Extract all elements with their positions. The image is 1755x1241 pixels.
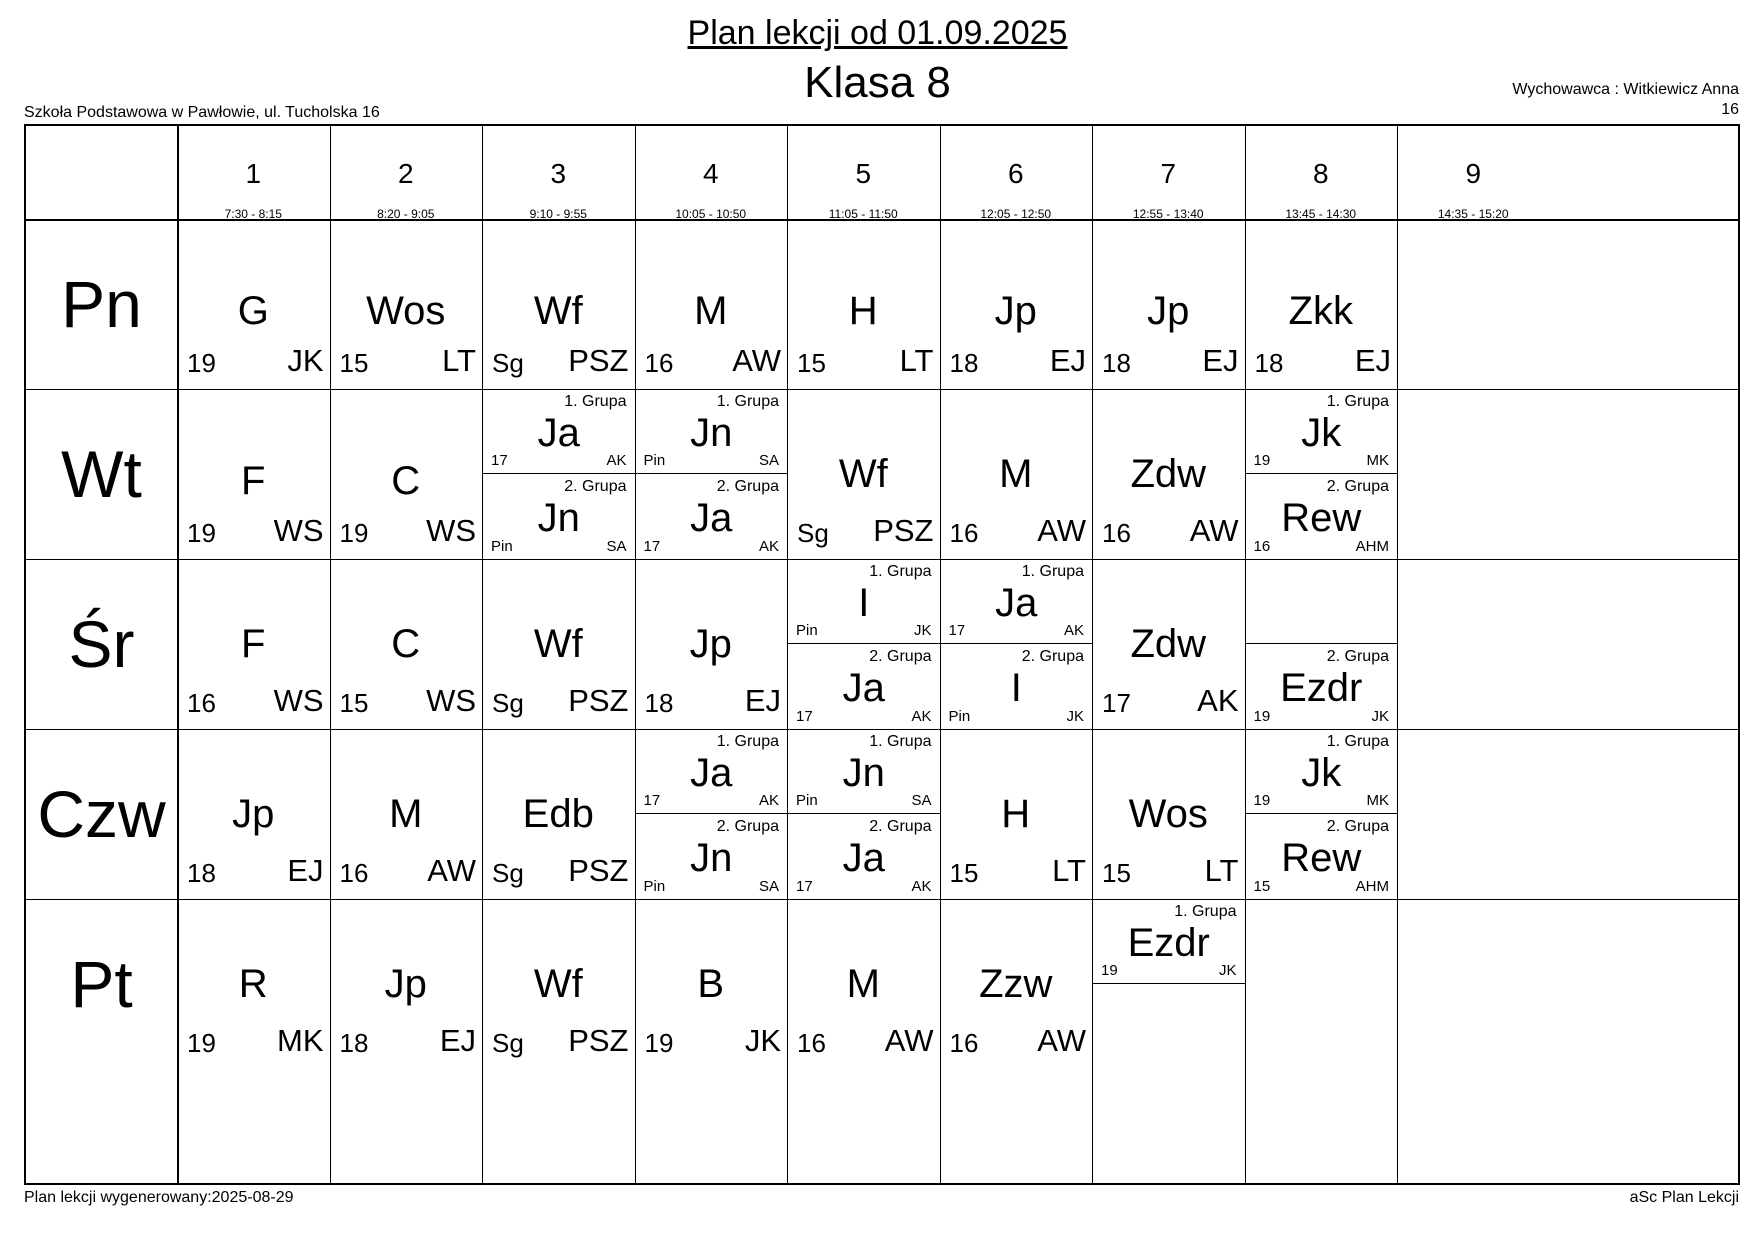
lesson-teacher: PSZ [568, 853, 629, 888]
lesson-room: Sg [797, 518, 829, 548]
group-lesson-cell [788, 814, 940, 899]
group-lesson-cell [1246, 814, 1398, 899]
group-label: 1. Grupa [1021, 563, 1084, 580]
lesson-subject: Jn [690, 836, 733, 880]
lesson-room: Pin [796, 792, 818, 809]
lesson-teacher: AW [1037, 513, 1086, 548]
lesson-subject: Wf [533, 289, 583, 333]
period-number: 3 [550, 158, 567, 189]
lesson-subject: Jn [690, 411, 733, 455]
lesson-room: 18 [949, 348, 979, 378]
group-lesson-cell [1246, 729, 1398, 814]
lesson-room: 17 [491, 452, 508, 469]
period-header [1092, 122, 1245, 228]
lesson-room: 17 [796, 878, 813, 895]
timetable-grid [24, 124, 1740, 1185]
lesson-teacher: PSZ [568, 1023, 629, 1058]
period-number: 7 [1160, 158, 1177, 189]
lesson-cell [787, 219, 940, 389]
lesson-subject: Jn [842, 751, 885, 795]
group-label: 1. Grupa [1174, 903, 1237, 920]
lesson-teacher: JK [1371, 708, 1389, 725]
lesson-teacher: AHM [1355, 878, 1389, 895]
group-lesson-cell [636, 474, 788, 559]
period-number: 4 [702, 158, 719, 189]
lesson-subject: M [389, 791, 423, 836]
group-lesson-cell [483, 474, 635, 559]
lesson-room: Sg [492, 688, 524, 718]
period-time: 8:20 - 9:05 [377, 207, 435, 221]
day-label: Śr [68, 607, 135, 681]
period-header [635, 122, 788, 228]
lesson-teacher: AK [758, 792, 779, 809]
group-lesson-cell [636, 729, 788, 814]
lesson-room: 15 [1102, 858, 1131, 888]
period-number: 1 [245, 158, 262, 189]
day-label: Wt [61, 437, 142, 511]
lesson-teacher: WS [273, 513, 324, 548]
lesson-teacher: AK [758, 538, 779, 555]
lesson-subject: Rew [1281, 836, 1362, 880]
lesson-teacher: EJ [1354, 343, 1391, 378]
lesson-subject: Ezdr [1127, 921, 1210, 965]
lesson-cell [1092, 559, 1245, 729]
lesson-room: 17 [796, 708, 813, 725]
lesson-teacher: JK [744, 1023, 781, 1058]
lesson-cell [482, 559, 635, 729]
lesson-subject: Zkk [1288, 289, 1353, 333]
lesson-room: 18 [1254, 348, 1284, 378]
period-header [1245, 122, 1398, 228]
generated-date: Plan lekcji wygenerowany:2025-08-29 [24, 1189, 294, 1206]
lesson-subject: M [694, 289, 728, 333]
lesson-cell [940, 899, 1093, 1069]
lesson-teacher: AK [1063, 622, 1084, 639]
lesson-subject: Jp [384, 961, 427, 1006]
lesson-cell [940, 219, 1093, 389]
period-time: 10:05 - 10:50 [675, 207, 747, 221]
period-number: 8 [1312, 158, 1329, 189]
lesson-room: 15 [339, 688, 369, 718]
group-lesson-cell [941, 559, 1093, 644]
group-lesson-cell [483, 389, 635, 474]
lesson-teacher: PSZ [873, 513, 934, 548]
lesson-cell [1092, 729, 1245, 899]
lesson-cell [1092, 389, 1245, 559]
group-label: 2. Grupa [716, 478, 779, 495]
lesson-room: 19 [1253, 452, 1271, 469]
lesson-room: Pin [796, 622, 818, 639]
lesson-room: 15 [339, 348, 369, 378]
group-label: 2. Grupa [1326, 648, 1389, 665]
lesson-room: 17 [643, 538, 661, 555]
period-number: 6 [1007, 158, 1024, 189]
lesson-cell [482, 729, 635, 899]
lesson-subject: Ja [537, 411, 580, 455]
lesson-teacher: MK [277, 1023, 324, 1058]
lesson-teacher: WS [426, 513, 476, 548]
lesson-subject: Ja [995, 581, 1038, 625]
period-header [330, 122, 483, 228]
lesson-room: 17 [1102, 688, 1131, 718]
lesson-room: 16 [644, 348, 674, 378]
lesson-cell [482, 899, 635, 1069]
group-label: 2. Grupa [1326, 478, 1389, 495]
lesson-room: 16 [949, 1028, 979, 1058]
period-time: 12:05 - 12:50 [980, 207, 1052, 221]
lesson-subject: F [241, 621, 266, 666]
group-label: 2. Grupa [1021, 648, 1084, 665]
lesson-teacher: LT [1204, 853, 1239, 888]
lesson-cell [330, 559, 483, 729]
lesson-cell [1245, 219, 1398, 389]
period-time: 11:05 - 11:50 [828, 207, 898, 221]
lesson-subject: C [391, 459, 421, 503]
period-header [482, 122, 635, 228]
lesson-teacher: AW [1037, 1023, 1086, 1058]
tutor-room: 16 [1721, 101, 1739, 118]
lesson-subject: C [391, 621, 421, 666]
lesson-cell [177, 729, 330, 899]
lesson-teacher: AW [1189, 513, 1239, 548]
period-header [177, 122, 330, 228]
lesson-subject: Jk [1301, 411, 1342, 455]
lesson-teacher: JK [1066, 708, 1084, 725]
lesson-subject: Ezdr [1280, 666, 1363, 710]
lesson-cell [177, 219, 330, 389]
lesson-subject: Zzw [979, 961, 1053, 1006]
period-time: 13:45 - 14:30 [1285, 207, 1357, 221]
lesson-teacher: SA [911, 792, 932, 809]
lesson-subject: Wf [533, 621, 583, 666]
lesson-subject: Wos [1128, 791, 1208, 836]
lesson-subject: Zdw [1130, 451, 1207, 496]
group-label: 1. Grupa [716, 393, 779, 410]
lesson-subject: G [237, 289, 269, 333]
lesson-cell [330, 899, 483, 1069]
group-label: 1. Grupa [1326, 733, 1389, 750]
group-lesson-cell [1246, 644, 1398, 729]
lesson-teacher: PSZ [568, 683, 629, 718]
lesson-subject: Wos [366, 289, 446, 333]
lesson-subject: R [238, 961, 268, 1006]
group-lesson-cell [636, 814, 788, 899]
lesson-subject: H [848, 289, 878, 333]
lesson-teacher: AK [911, 878, 932, 895]
group-lesson-cell [1246, 389, 1398, 474]
lesson-room: Sg [492, 1028, 524, 1058]
lesson-subject: I [1010, 666, 1022, 710]
lesson-cell [330, 389, 483, 559]
period-time: 14:35 - 15:20 [1437, 207, 1509, 221]
lesson-cell [635, 219, 788, 389]
lesson-cell [787, 899, 940, 1069]
lesson-subject: Wf [533, 961, 583, 1006]
group-label: 1. Grupa [564, 393, 627, 410]
lesson-room: Pin [643, 878, 666, 895]
period-header [1397, 122, 1550, 228]
lesson-room: Pin [948, 708, 971, 725]
tutor-name: Wychowawca : Witkiewicz Anna [1512, 81, 1739, 98]
lesson-subject: Jk [1301, 751, 1342, 795]
period-header [940, 122, 1093, 228]
lesson-cell [1092, 219, 1245, 389]
lesson-subject: Ja [690, 751, 733, 795]
lesson-cell [482, 219, 635, 389]
group-label: 1. Grupa [716, 733, 779, 750]
lesson-teacher: SA [606, 538, 627, 555]
period-time: 12:55 - 13:40 [1132, 207, 1204, 221]
lesson-subject: Rew [1281, 496, 1362, 540]
lesson-room: 19 [644, 1028, 674, 1058]
lesson-room: 19 [339, 518, 369, 548]
group-label: 2. Grupa [716, 818, 779, 835]
lesson-subject: Jp [1147, 289, 1190, 333]
lesson-teacher: AK [1197, 683, 1239, 718]
lesson-room: 16 [1253, 538, 1271, 555]
lesson-cell [177, 899, 330, 1069]
group-label: 2. Grupa [869, 648, 932, 665]
lesson-subject: Wf [838, 451, 888, 496]
lesson-subject: Ja [842, 836, 885, 880]
lesson-teacher: JK [913, 622, 932, 639]
day-label: Czw [37, 777, 166, 851]
lesson-room: 18 [1102, 348, 1131, 378]
lesson-room: 17 [948, 622, 966, 639]
lesson-cell [787, 389, 940, 559]
period-number: 2 [397, 158, 414, 189]
lesson-room: 15 [949, 858, 979, 888]
lesson-room: 16 [339, 858, 369, 888]
lesson-subject: H [1001, 791, 1031, 836]
lesson-teacher: LT [442, 343, 476, 378]
lesson-room: 19 [1101, 962, 1118, 979]
lesson-teacher: SA [758, 878, 779, 895]
group-lesson-cell [788, 559, 940, 644]
lesson-subject: Jn [537, 496, 580, 540]
lesson-room: 15 [1253, 878, 1271, 895]
lesson-teacher: AK [606, 452, 627, 469]
lesson-room: 18 [644, 688, 674, 718]
lesson-teacher: AHM [1355, 538, 1389, 555]
group-lesson-cell [1246, 474, 1398, 559]
lesson-subject: I [858, 581, 870, 625]
group-label: 2. Grupa [564, 478, 627, 495]
period-time: 9:10 - 9:55 [529, 207, 587, 221]
school-name: Szkoła Podstawowa w Pawłowie, ul. Tucholska 16 [24, 104, 380, 121]
lesson-subject: F [241, 459, 266, 503]
group-lesson-cell [1093, 984, 1245, 1069]
period-number: 9 [1465, 158, 1482, 189]
lesson-room: 16 [797, 1028, 826, 1058]
lesson-subject: Jp [689, 621, 732, 666]
group-label: 1. Grupa [1326, 393, 1389, 410]
group-lesson-cell [788, 729, 940, 814]
lesson-teacher: SA [758, 452, 779, 469]
lesson-teacher: AW [884, 1023, 934, 1058]
lesson-room: Sg [492, 348, 524, 378]
lesson-cell [177, 559, 330, 729]
period-time: 7:30 - 8:15 [224, 207, 282, 221]
lesson-cell [635, 899, 788, 1069]
lesson-room: 19 [187, 1028, 216, 1058]
lesson-room: 19 [187, 348, 216, 378]
lesson-room: 19 [1253, 708, 1271, 725]
period-header [787, 122, 940, 228]
lesson-room: 15 [797, 348, 826, 378]
lesson-subject: Edb [522, 791, 594, 836]
lesson-teacher: EJ [439, 1023, 476, 1058]
group-lesson-cell [788, 644, 940, 729]
group-lesson-cell [636, 389, 788, 474]
lesson-teacher: AW [732, 343, 781, 378]
lesson-cell [177, 389, 330, 559]
lesson-teacher: JK [287, 343, 324, 378]
lesson-subject: M [846, 961, 880, 1006]
lesson-teacher: MK [1366, 452, 1389, 469]
lesson-teacher: AK [911, 708, 932, 725]
column-divider [1397, 126, 1398, 1183]
lesson-teacher: LT [1052, 853, 1086, 888]
lesson-room: Sg [492, 858, 524, 888]
lesson-subject: Ja [842, 666, 885, 710]
lesson-room: 19 [187, 518, 216, 548]
group-lesson-cell [1093, 899, 1245, 984]
lesson-teacher: PSZ [568, 343, 629, 378]
page-title: Plan lekcji od 01.09.2025 [687, 14, 1068, 52]
lesson-teacher: EJ [1202, 343, 1239, 378]
lesson-subject: Jp [232, 791, 275, 836]
group-label: 2. Grupa [1326, 818, 1389, 835]
lesson-room: 19 [1253, 792, 1271, 809]
period-number: 5 [855, 158, 872, 189]
lesson-room: 16 [1102, 518, 1131, 548]
lesson-teacher: MK [1366, 792, 1389, 809]
lesson-subject: Ja [690, 496, 733, 540]
app-name: aSc Plan Lekcji [1629, 1189, 1739, 1206]
lesson-teacher: EJ [744, 683, 781, 718]
lesson-teacher: WS [426, 683, 476, 718]
lesson-teacher: AW [427, 853, 476, 888]
class-name: Klasa 8 [804, 58, 951, 107]
lesson-room: 17 [643, 792, 661, 809]
group-lesson-cell [1246, 559, 1398, 644]
lesson-teacher: EJ [1049, 343, 1086, 378]
day-label: Pn [61, 267, 142, 341]
group-label: 1. Grupa [869, 563, 932, 580]
lesson-subject: Jp [994, 289, 1037, 333]
group-lesson-cell [941, 644, 1093, 729]
lesson-room: Pin [643, 452, 666, 469]
lesson-teacher: JK [1218, 962, 1237, 979]
day-label: Pt [70, 947, 133, 1021]
lesson-subject: Zdw [1130, 621, 1207, 666]
lesson-cell [635, 559, 788, 729]
lesson-cell [330, 219, 483, 389]
lesson-subject: M [999, 451, 1033, 496]
lesson-room: Pin [491, 538, 513, 555]
lesson-teacher: WS [273, 683, 324, 718]
lesson-teacher: EJ [287, 853, 324, 888]
lesson-cell [940, 729, 1093, 899]
tutor-info [1512, 80, 1739, 120]
lesson-room: 16 [187, 688, 216, 718]
group-label: 1. Grupa [869, 733, 932, 750]
lesson-cell [330, 729, 483, 899]
lesson-room: 18 [339, 1028, 369, 1058]
lesson-subject: B [697, 961, 725, 1006]
lesson-room: 16 [949, 518, 979, 548]
lesson-cell [940, 389, 1093, 559]
group-label: 2. Grupa [869, 818, 932, 835]
lesson-room: 18 [187, 858, 216, 888]
lesson-teacher: LT [899, 343, 934, 378]
